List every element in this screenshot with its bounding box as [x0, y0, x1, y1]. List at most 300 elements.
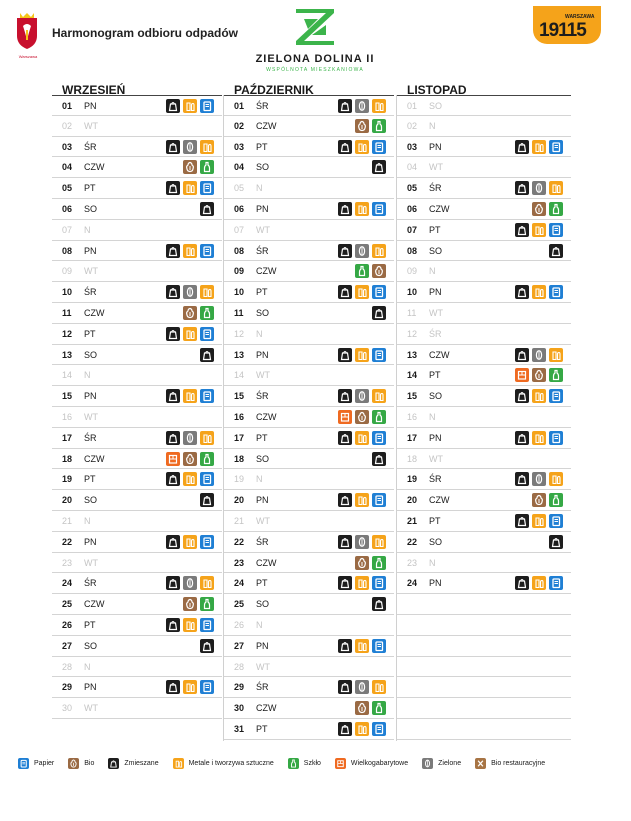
metal-plastic-icon — [532, 140, 546, 154]
day-row — [52, 116, 222, 137]
mixed-waste-icon — [515, 348, 529, 362]
collection-icons — [355, 556, 386, 570]
day-of-week: N — [429, 557, 436, 568]
day-row — [224, 324, 394, 345]
day-of-week: CZW — [84, 162, 105, 173]
day-number: 26 — [234, 619, 245, 630]
day-row — [224, 719, 394, 740]
metal-plastic-icon — [200, 285, 214, 299]
day-number: 19 — [62, 474, 73, 485]
glass-icon — [549, 202, 563, 216]
day-number: 12 — [407, 328, 418, 339]
mixed-waste-icon — [372, 597, 386, 611]
mixed-waste-icon — [166, 472, 180, 486]
column-divider — [223, 95, 224, 741]
empty-row — [397, 636, 571, 657]
city-hotline-badge — [533, 6, 601, 44]
mixed-waste-icon — [166, 244, 180, 258]
legend-item-bio_restauracyjne — [475, 758, 545, 769]
day-number: 16 — [62, 411, 73, 422]
paper-icon — [200, 99, 214, 113]
day-of-week: SO — [84, 349, 98, 360]
collection-icons — [372, 306, 386, 320]
bio-icon — [532, 202, 546, 216]
day-number: 10 — [407, 287, 418, 298]
collection-icons — [355, 119, 386, 133]
day-of-week: PT — [84, 474, 96, 485]
day-row — [52, 365, 222, 386]
legend-label: Papier — [34, 759, 55, 767]
day-of-week: WT — [429, 162, 443, 173]
day-of-week: ŚR — [84, 432, 97, 443]
month-column-pazdziernik — [224, 95, 394, 740]
day-row — [397, 428, 571, 449]
metal-plastic-icon — [173, 758, 184, 769]
mixed-waste-icon — [549, 535, 563, 549]
metal-plastic-icon — [532, 576, 546, 590]
day-row — [52, 220, 222, 241]
day-of-week: SO — [84, 495, 98, 506]
paper-icon — [549, 431, 563, 445]
day-row — [397, 386, 571, 407]
collection-icons — [166, 327, 214, 341]
legend-item-szklo — [288, 758, 321, 769]
day-of-week: SO — [256, 307, 270, 318]
collection-icons — [166, 140, 214, 154]
day-number: 18 — [234, 453, 245, 464]
day-number: 08 — [234, 245, 245, 256]
day-number: 03 — [407, 141, 418, 152]
metal-plastic-icon — [183, 99, 197, 113]
day-row — [224, 532, 394, 553]
mixed-waste-icon — [166, 285, 180, 299]
collection-icons — [338, 493, 386, 507]
day-of-week: N — [429, 411, 436, 422]
mixed-waste-icon — [338, 431, 352, 445]
collection-icons — [532, 202, 563, 216]
day-number: 14 — [234, 370, 245, 381]
metal-plastic-icon — [532, 514, 546, 528]
day-of-week: N — [429, 266, 436, 277]
mixed-waste-icon — [200, 202, 214, 216]
empty-row — [397, 719, 571, 740]
collection-icons — [166, 618, 214, 632]
day-of-week: SO — [256, 453, 270, 464]
day-of-week: ŚR — [256, 682, 269, 693]
day-of-week: PN — [84, 682, 97, 693]
day-of-week: PT — [256, 141, 268, 152]
day-of-week: WT — [256, 661, 270, 672]
mixed-waste-icon — [372, 452, 386, 466]
day-number: 23 — [234, 557, 245, 568]
crest-caption: Warszawa — [18, 54, 38, 59]
day-number: 17 — [62, 432, 73, 443]
mixed-waste-icon — [166, 140, 180, 154]
collection-icons — [183, 597, 214, 611]
collection-icons — [338, 639, 386, 653]
day-of-week: WT — [256, 515, 270, 526]
day-number: 29 — [234, 682, 245, 693]
collection-icons — [338, 202, 386, 216]
day-of-week: ŚR — [256, 245, 269, 256]
mixed-waste-icon — [338, 202, 352, 216]
day-number: 24 — [62, 578, 73, 589]
paper-icon — [372, 202, 386, 216]
day-of-week: PN — [84, 536, 97, 547]
day-number: 02 — [234, 120, 245, 131]
bulky-waste-icon — [338, 410, 352, 424]
metal-plastic-icon — [355, 639, 369, 653]
day-number: 27 — [234, 640, 245, 651]
paper-icon — [372, 493, 386, 507]
collection-icons — [183, 160, 214, 174]
legend-label: Zmieszane — [124, 759, 159, 767]
metal-plastic-icon — [532, 285, 546, 299]
day-of-week: PN — [429, 141, 442, 152]
day-of-week: PT — [429, 224, 441, 235]
metal-plastic-icon — [183, 680, 197, 694]
mixed-waste-icon — [515, 223, 529, 237]
day-number: 04 — [407, 162, 418, 173]
legend-label: Metale i tworzywa sztuczne — [188, 759, 274, 767]
day-number: 23 — [62, 557, 73, 568]
glass-icon — [372, 556, 386, 570]
mixed-waste-icon — [372, 306, 386, 320]
metal-plastic-icon — [532, 431, 546, 445]
day-row — [52, 615, 222, 636]
collection-icons — [515, 472, 563, 486]
day-number: 05 — [407, 183, 418, 194]
day-of-week: CZW — [84, 599, 105, 610]
paper-icon — [372, 431, 386, 445]
mixed-waste-icon — [338, 680, 352, 694]
day-number: 08 — [62, 245, 73, 256]
day-number: 24 — [234, 578, 245, 589]
empty-row — [397, 698, 571, 719]
day-row — [224, 95, 394, 116]
collection-icons — [515, 348, 563, 362]
green-waste-icon — [355, 680, 369, 694]
paper-icon — [549, 140, 563, 154]
legend — [18, 755, 618, 771]
glass-icon — [288, 758, 299, 769]
legend-item-metale — [173, 758, 274, 769]
day-number: 10 — [234, 287, 245, 298]
day-row — [52, 386, 222, 407]
day-of-week: SO — [429, 391, 443, 402]
day-row — [52, 636, 222, 657]
day-row — [52, 157, 222, 178]
paper-icon — [372, 140, 386, 154]
metal-plastic-icon — [532, 223, 546, 237]
day-number: 06 — [62, 203, 73, 214]
day-number: 11 — [234, 307, 244, 318]
day-row — [224, 573, 394, 594]
day-number: 09 — [62, 266, 73, 277]
glass-icon — [549, 493, 563, 507]
day-of-week: CZW — [256, 557, 277, 568]
day-row — [52, 241, 222, 262]
mixed-waste-icon — [166, 618, 180, 632]
bio-icon — [355, 701, 369, 715]
paper-icon — [549, 223, 563, 237]
collection-icons — [166, 452, 214, 466]
day-row — [224, 303, 394, 324]
day-number: 05 — [62, 183, 73, 194]
metal-plastic-icon — [355, 493, 369, 507]
day-row — [52, 345, 222, 366]
paper-icon — [200, 327, 214, 341]
day-of-week: WT — [84, 557, 98, 568]
day-number: 25 — [234, 599, 245, 610]
day-of-week: ŚR — [84, 287, 97, 298]
day-row — [224, 386, 394, 407]
mixed-waste-icon — [166, 535, 180, 549]
day-of-week: PT — [256, 723, 268, 734]
day-row — [224, 428, 394, 449]
day-number: 01 — [234, 101, 245, 111]
collection-icons — [200, 639, 214, 653]
day-number: 18 — [407, 453, 418, 464]
collection-icons — [338, 535, 386, 549]
day-row — [52, 407, 222, 428]
green-waste-icon — [532, 472, 546, 486]
day-number: 28 — [234, 661, 245, 672]
day-of-week: N — [84, 515, 91, 526]
metal-plastic-icon — [549, 181, 563, 195]
day-row — [224, 490, 394, 511]
day-of-week: SO — [429, 245, 443, 256]
metal-plastic-icon — [355, 202, 369, 216]
day-of-week: CZW — [429, 203, 450, 214]
day-row — [52, 137, 222, 158]
mixed-waste-icon — [338, 535, 352, 549]
collection-icons — [372, 597, 386, 611]
day-row — [397, 345, 571, 366]
legend-label: Szkło — [303, 759, 321, 767]
day-of-week: WT — [84, 703, 98, 714]
collection-icons — [200, 493, 214, 507]
collection-icons — [338, 431, 386, 445]
day-of-week: CZW — [256, 266, 277, 277]
green-waste-icon — [355, 535, 369, 549]
metal-plastic-icon — [355, 348, 369, 362]
bio-icon — [355, 410, 369, 424]
day-row — [224, 657, 394, 678]
day-row — [52, 261, 222, 282]
day-number: 13 — [62, 349, 73, 360]
day-row — [224, 594, 394, 615]
paper-icon — [200, 535, 214, 549]
day-of-week: WT — [256, 224, 270, 235]
day-of-week: SO — [429, 536, 443, 547]
mixed-waste-icon — [338, 99, 352, 113]
paper-icon — [549, 285, 563, 299]
day-row — [224, 241, 394, 262]
day-row — [52, 532, 222, 553]
day-number: 21 — [407, 515, 418, 526]
paper-icon — [372, 285, 386, 299]
collection-icons — [166, 680, 214, 694]
day-number: 02 — [62, 120, 73, 131]
collection-icons — [549, 535, 563, 549]
collection-icons — [515, 514, 563, 528]
paper-icon — [18, 758, 29, 769]
day-number: 22 — [62, 536, 73, 547]
day-row — [397, 532, 571, 553]
collection-icons — [515, 223, 563, 237]
mixed-waste-icon — [200, 493, 214, 507]
day-of-week: SO — [256, 162, 270, 173]
green-waste-icon — [355, 99, 369, 113]
day-of-week: PN — [256, 640, 269, 651]
day-row — [52, 469, 222, 490]
collection-icons — [338, 722, 386, 736]
day-of-week: ŚR — [429, 474, 442, 485]
day-number: 29 — [62, 682, 73, 693]
day-number: 12 — [234, 328, 245, 339]
day-number: 15 — [234, 391, 245, 402]
collection-icons — [166, 389, 214, 403]
day-number: 02 — [407, 120, 418, 131]
collection-icons — [372, 452, 386, 466]
day-row — [397, 116, 571, 137]
collection-icons — [515, 431, 563, 445]
bio-icon — [183, 306, 197, 320]
day-of-week: SO — [256, 599, 270, 610]
metal-plastic-icon — [549, 348, 563, 362]
collection-icons — [355, 701, 386, 715]
day-number: 31 — [234, 723, 245, 734]
day-row — [52, 573, 222, 594]
collection-icons — [515, 389, 563, 403]
mixed-waste-icon — [338, 244, 352, 258]
day-of-week: PT — [84, 328, 96, 339]
day-number: 05 — [234, 183, 245, 194]
green-waste-icon — [183, 285, 197, 299]
day-number: 14 — [407, 370, 418, 381]
day-row — [52, 178, 222, 199]
metal-plastic-icon — [372, 535, 386, 549]
day-row — [397, 199, 571, 220]
glass-icon — [200, 306, 214, 320]
day-of-week: PN — [84, 101, 97, 111]
day-number: 13 — [234, 349, 245, 360]
day-row — [224, 282, 394, 303]
day-of-week: CZW — [429, 495, 450, 506]
mixed-waste-icon — [108, 758, 119, 769]
day-row — [397, 490, 571, 511]
day-number: 01 — [407, 101, 418, 111]
day-row — [52, 303, 222, 324]
warsaw-crest-icon — [14, 12, 40, 50]
metal-plastic-icon — [183, 327, 197, 341]
empty-row — [397, 657, 571, 678]
metal-plastic-icon — [183, 244, 197, 258]
metal-plastic-icon — [355, 140, 369, 154]
community-logo-icon — [294, 7, 336, 47]
day-number: 28 — [62, 661, 73, 672]
glass-icon — [355, 264, 369, 278]
day-of-week: N — [256, 474, 263, 485]
legend-item-wielkogabarytowe — [335, 758, 408, 769]
day-row — [397, 157, 571, 178]
mixed-waste-icon — [166, 431, 180, 445]
day-number: 07 — [407, 224, 418, 235]
day-row — [52, 677, 222, 698]
mixed-waste-icon — [338, 639, 352, 653]
day-row — [397, 282, 571, 303]
day-number: 21 — [62, 515, 73, 526]
glass-icon — [200, 160, 214, 174]
month-title-pazdziernik: PAŹDZIERNIK — [234, 83, 314, 97]
day-of-week: PN — [429, 578, 442, 589]
collection-icons — [338, 99, 386, 113]
collection-icons — [532, 493, 563, 507]
collection-icons — [515, 368, 563, 382]
legend-item-zielone — [422, 758, 461, 769]
day-of-week: ŚR — [256, 536, 269, 547]
bulky-waste-icon — [515, 368, 529, 382]
day-number: 09 — [407, 266, 418, 277]
day-number: 03 — [62, 141, 73, 152]
collection-icons — [338, 680, 386, 694]
hotline-number: 19115 — [539, 20, 586, 41]
restaurant-bio-icon — [475, 758, 486, 769]
month-column-wrzesien — [52, 95, 222, 719]
legend-item-bio — [68, 758, 94, 769]
metal-plastic-icon — [372, 680, 386, 694]
day-number: 10 — [62, 287, 73, 298]
day-number: 16 — [234, 411, 245, 422]
day-of-week: N — [429, 120, 436, 131]
mixed-waste-icon — [515, 576, 529, 590]
day-of-week: N — [84, 370, 91, 381]
mixed-waste-icon — [515, 140, 529, 154]
day-number: 03 — [234, 141, 245, 152]
mixed-waste-icon — [200, 348, 214, 362]
day-row — [397, 449, 571, 470]
paper-icon — [372, 576, 386, 590]
day-row — [224, 615, 394, 636]
mixed-waste-icon — [338, 389, 352, 403]
metal-plastic-icon — [372, 389, 386, 403]
metal-plastic-icon — [183, 618, 197, 632]
day-row — [224, 116, 394, 137]
day-row — [52, 428, 222, 449]
paper-icon — [200, 680, 214, 694]
day-of-week: N — [84, 224, 91, 235]
mixed-waste-icon — [515, 389, 529, 403]
metal-plastic-icon — [183, 472, 197, 486]
day-number: 25 — [62, 599, 73, 610]
paper-icon — [200, 618, 214, 632]
day-number: 06 — [407, 203, 418, 214]
day-row — [397, 303, 571, 324]
day-number: 21 — [234, 515, 245, 526]
collection-icons — [166, 99, 214, 113]
mixed-waste-icon — [515, 181, 529, 195]
day-row — [52, 324, 222, 345]
community-subtitle: WSPÓLNOTA MIESZKANIOWA — [266, 67, 364, 73]
bio-icon — [532, 493, 546, 507]
day-of-week: PN — [256, 349, 269, 360]
empty-row — [397, 677, 571, 698]
day-of-week: CZW — [256, 120, 277, 131]
day-of-week: WT — [84, 411, 98, 422]
day-of-week: PN — [429, 432, 442, 443]
day-of-week: ŚR — [429, 183, 442, 194]
